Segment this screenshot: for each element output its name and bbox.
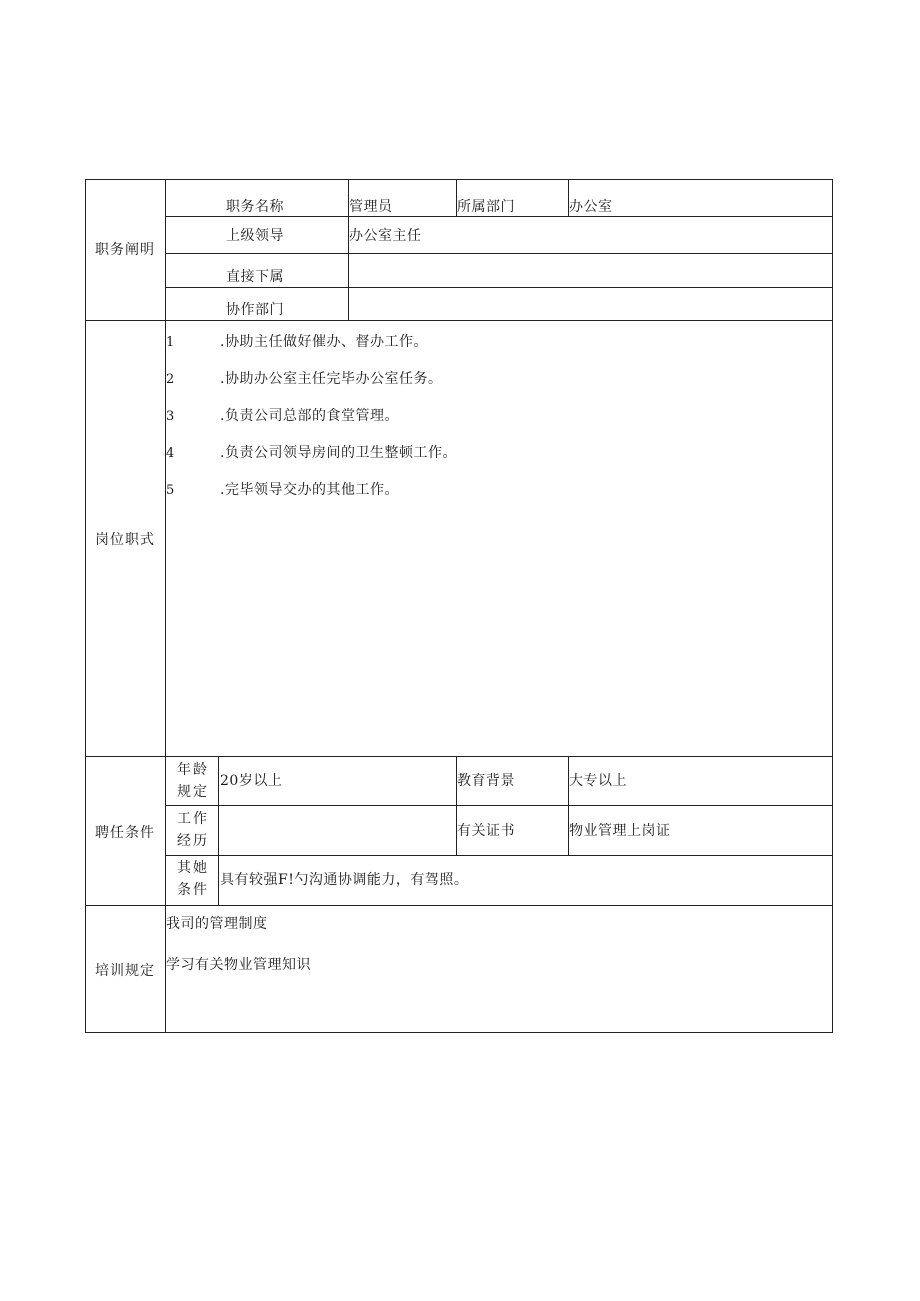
- req-col-line-3: [568, 756, 569, 855]
- duty-text: .负责公司领导房间的卫生整顿工作。: [220, 445, 457, 461]
- section-divider-1: [85, 320, 833, 321]
- section-label-job-description: 职务阐明: [95, 242, 155, 258]
- table-border-bottom: [85, 1032, 833, 1033]
- duty-number: 5: [166, 483, 175, 498]
- work-experience-label: [168, 808, 218, 852]
- info-row-line-2: [165, 253, 833, 254]
- certificate-value: 物业管理上岗证: [569, 823, 671, 839]
- duty-text: .完毕领导交办的其他工作。: [220, 482, 399, 498]
- department-value: 办公室: [569, 199, 613, 215]
- section-divider-3: [85, 905, 833, 906]
- training-item: 我司的管理制度: [166, 916, 268, 932]
- duty-number: 1: [166, 335, 175, 350]
- age-requirement-label: [168, 759, 218, 803]
- education-value: 大专以上: [569, 773, 627, 789]
- other-conditions-label: [168, 857, 218, 901]
- subordinate-label: 直接下属: [226, 269, 284, 285]
- superior-value: 办公室主任: [349, 228, 422, 244]
- section-label-requirements: 聘任条件: [95, 825, 155, 841]
- other-conditions-value: 具有较强F!勺沟通协调能力，有驾照。: [220, 872, 469, 888]
- cooperate-dept-label: 协作部门: [226, 302, 284, 318]
- training-item: 学习有关物业管理知识: [166, 957, 311, 973]
- experience-label-line-2: 经历: [177, 833, 209, 849]
- info-row-line-1: [165, 216, 833, 217]
- section-label-training: 培训规定: [95, 963, 155, 979]
- age-requirement-value: 20岁以上: [220, 773, 283, 789]
- req-col-line-2: [456, 756, 457, 855]
- department-label: 所属部门: [457, 199, 515, 215]
- superior-label: 上级领导: [226, 228, 284, 244]
- other-label-line-1: 其她: [177, 860, 209, 876]
- req-row-line-1: [165, 805, 833, 806]
- duty-number: 3: [166, 409, 175, 424]
- certificate-label: 有关证书: [457, 823, 515, 839]
- experience-label-line-1: 工作: [177, 811, 209, 827]
- info-row-line-3: [165, 287, 833, 288]
- education-label: 教育背景: [457, 773, 515, 789]
- other-label-line-2: 条件: [177, 882, 209, 898]
- duty-text: .负责公司总部的食堂管理。: [220, 408, 399, 424]
- section-label-duties: 岗位职式: [95, 532, 155, 548]
- age-label-line-2: 规定: [177, 784, 209, 800]
- duty-number: 2: [166, 372, 175, 387]
- job-description-table: [85, 179, 833, 1033]
- duty-number: 4: [166, 446, 175, 461]
- section-divider-2: [85, 756, 833, 757]
- req-row-line-2: [165, 855, 833, 856]
- job-title-label: 职务名称: [226, 199, 284, 215]
- job-title-value: 管理员: [349, 199, 393, 215]
- duty-text: .协助办公室主任完毕办公室任务。: [220, 371, 443, 387]
- table-border-top: [85, 179, 833, 180]
- duty-text: .协助主任做好催办、督办工作。: [220, 334, 428, 350]
- req-col-line-1: [218, 756, 219, 905]
- age-label-line-1: 年龄: [177, 762, 209, 778]
